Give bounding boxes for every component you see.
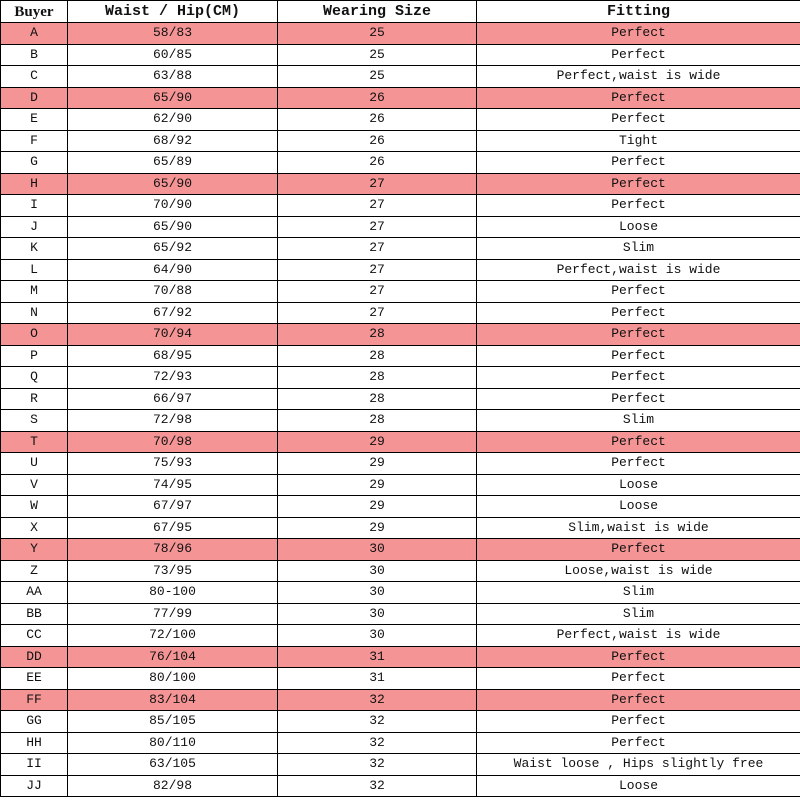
cell-buyer: K	[1, 238, 68, 260]
table-row	[1, 668, 800, 690]
table-row	[1, 66, 800, 88]
cell-fitting: Perfect	[477, 173, 800, 195]
table-row	[1, 689, 800, 711]
table-row	[1, 130, 800, 152]
cell-wearing-size: 29	[278, 517, 477, 539]
cell-wearing-size: 30	[278, 582, 477, 604]
cell-waist-hip: 67/92	[68, 302, 278, 324]
cell-buyer: J	[1, 216, 68, 238]
cell-fitting: Slim	[477, 603, 800, 625]
cell-fitting: Perfect,waist is wide	[477, 625, 800, 647]
cell-waist-hip: 65/90	[68, 173, 278, 195]
cell-waist-hip: 75/93	[68, 453, 278, 475]
cell-buyer: II	[1, 754, 68, 776]
cell-buyer: M	[1, 281, 68, 303]
cell-waist-hip: 78/96	[68, 539, 278, 561]
table-row	[1, 539, 800, 561]
cell-buyer: CC	[1, 625, 68, 647]
cell-fitting: Perfect	[477, 732, 800, 754]
cell-waist-hip: 62/90	[68, 109, 278, 131]
cell-wearing-size: 27	[278, 302, 477, 324]
cell-wearing-size: 27	[278, 195, 477, 217]
cell-buyer: L	[1, 259, 68, 281]
cell-buyer: F	[1, 130, 68, 152]
table-row	[1, 152, 800, 174]
cell-fitting: Perfect	[477, 345, 800, 367]
cell-waist-hip: 70/98	[68, 431, 278, 453]
cell-fitting: Perfect	[477, 23, 800, 45]
cell-waist-hip: 65/90	[68, 216, 278, 238]
cell-fitting: Perfect	[477, 689, 800, 711]
cell-wearing-size: 30	[278, 625, 477, 647]
table-row	[1, 87, 800, 109]
cell-wearing-size: 25	[278, 44, 477, 66]
cell-wearing-size: 28	[278, 324, 477, 346]
cell-waist-hip: 70/90	[68, 195, 278, 217]
cell-waist-hip: 63/105	[68, 754, 278, 776]
table-row	[1, 732, 800, 754]
cell-wearing-size: 29	[278, 496, 477, 518]
table-row	[1, 259, 800, 281]
table-row	[1, 281, 800, 303]
cell-waist-hip: 85/105	[68, 711, 278, 733]
cell-fitting: Perfect	[477, 152, 800, 174]
cell-fitting: Loose	[477, 216, 800, 238]
cell-wearing-size: 30	[278, 603, 477, 625]
cell-waist-hip: 60/85	[68, 44, 278, 66]
cell-buyer: GG	[1, 711, 68, 733]
cell-wearing-size: 28	[278, 345, 477, 367]
cell-waist-hip: 80-100	[68, 582, 278, 604]
cell-waist-hip: 73/95	[68, 560, 278, 582]
cell-waist-hip: 72/98	[68, 410, 278, 432]
cell-buyer: D	[1, 87, 68, 109]
table-row	[1, 23, 800, 45]
cell-fitting: Slim	[477, 238, 800, 260]
cell-wearing-size: 27	[278, 238, 477, 260]
cell-fitting: Perfect	[477, 195, 800, 217]
cell-fitting: Perfect	[477, 388, 800, 410]
cell-waist-hip: 66/97	[68, 388, 278, 410]
cell-wearing-size: 29	[278, 474, 477, 496]
table-row	[1, 775, 800, 797]
cell-buyer: G	[1, 152, 68, 174]
cell-waist-hip: 72/93	[68, 367, 278, 389]
cell-buyer: U	[1, 453, 68, 475]
cell-buyer: C	[1, 66, 68, 88]
cell-fitting: Slim	[477, 410, 800, 432]
cell-wearing-size: 25	[278, 23, 477, 45]
cell-waist-hip: 77/99	[68, 603, 278, 625]
cell-fitting: Perfect	[477, 44, 800, 66]
cell-fitting: Perfect,waist is wide	[477, 66, 800, 88]
cell-waist-hip: 67/95	[68, 517, 278, 539]
cell-wearing-size: 32	[278, 711, 477, 733]
cell-waist-hip: 68/95	[68, 345, 278, 367]
cell-buyer: Z	[1, 560, 68, 582]
cell-fitting: Tight	[477, 130, 800, 152]
cell-wearing-size: 32	[278, 689, 477, 711]
table-row	[1, 754, 800, 776]
cell-buyer: W	[1, 496, 68, 518]
cell-wearing-size: 30	[278, 560, 477, 582]
cell-fitting: Perfect	[477, 668, 800, 690]
cell-fitting: Perfect,waist is wide	[477, 259, 800, 281]
header-wearing-size: Wearing Size	[278, 1, 477, 23]
cell-buyer: JJ	[1, 775, 68, 797]
cell-wearing-size: 28	[278, 367, 477, 389]
table-row	[1, 302, 800, 324]
cell-wearing-size: 26	[278, 152, 477, 174]
cell-buyer: HH	[1, 732, 68, 754]
cell-wearing-size: 32	[278, 732, 477, 754]
cell-buyer: P	[1, 345, 68, 367]
cell-fitting: Perfect	[477, 109, 800, 131]
cell-buyer: Q	[1, 367, 68, 389]
cell-wearing-size: 29	[278, 431, 477, 453]
cell-fitting: Waist loose , Hips slightly free	[477, 754, 800, 776]
cell-buyer: Y	[1, 539, 68, 561]
cell-wearing-size: 27	[278, 259, 477, 281]
cell-waist-hip: 74/95	[68, 474, 278, 496]
cell-buyer: E	[1, 109, 68, 131]
table-row	[1, 238, 800, 260]
cell-wearing-size: 30	[278, 539, 477, 561]
cell-waist-hip: 65/92	[68, 238, 278, 260]
cell-wearing-size: 31	[278, 646, 477, 668]
cell-fitting: Loose	[477, 496, 800, 518]
table-row	[1, 410, 800, 432]
cell-wearing-size: 32	[278, 775, 477, 797]
table-row	[1, 216, 800, 238]
cell-buyer: S	[1, 410, 68, 432]
table-row	[1, 195, 800, 217]
cell-buyer: T	[1, 431, 68, 453]
cell-fitting: Perfect	[477, 453, 800, 475]
cell-buyer: FF	[1, 689, 68, 711]
cell-fitting: Loose	[477, 474, 800, 496]
cell-buyer: V	[1, 474, 68, 496]
table-row	[1, 431, 800, 453]
cell-buyer: A	[1, 23, 68, 45]
cell-buyer: O	[1, 324, 68, 346]
cell-wearing-size: 26	[278, 130, 477, 152]
header-waist-hip: Waist / Hip(CM)	[68, 1, 278, 23]
cell-fitting: Perfect	[477, 302, 800, 324]
cell-waist-hip: 70/94	[68, 324, 278, 346]
cell-buyer: AA	[1, 582, 68, 604]
cell-waist-hip: 58/83	[68, 23, 278, 45]
cell-fitting: Perfect	[477, 324, 800, 346]
cell-wearing-size: 32	[278, 754, 477, 776]
cell-fitting: Perfect	[477, 539, 800, 561]
table-row	[1, 109, 800, 131]
cell-buyer: R	[1, 388, 68, 410]
table-row	[1, 453, 800, 475]
header-buyer: Buyer	[1, 1, 68, 23]
header-fitting: Fitting	[477, 1, 800, 23]
cell-waist-hip: 64/90	[68, 259, 278, 281]
cell-buyer: B	[1, 44, 68, 66]
cell-buyer: H	[1, 173, 68, 195]
cell-fitting: Slim,waist is wide	[477, 517, 800, 539]
table-row	[1, 560, 800, 582]
table-row	[1, 388, 800, 410]
cell-wearing-size: 26	[278, 109, 477, 131]
cell-buyer: DD	[1, 646, 68, 668]
table-row	[1, 345, 800, 367]
cell-buyer: I	[1, 195, 68, 217]
cell-waist-hip: 72/100	[68, 625, 278, 647]
cell-fitting: Perfect	[477, 281, 800, 303]
cell-waist-hip: 65/89	[68, 152, 278, 174]
table-row	[1, 603, 800, 625]
table-row	[1, 646, 800, 668]
cell-buyer: X	[1, 517, 68, 539]
cell-fitting: Perfect	[477, 87, 800, 109]
table-row	[1, 711, 800, 733]
cell-fitting: Perfect	[477, 431, 800, 453]
cell-wearing-size: 26	[278, 87, 477, 109]
table-header	[1, 1, 800, 23]
cell-waist-hip: 67/97	[68, 496, 278, 518]
table-row	[1, 367, 800, 389]
cell-wearing-size: 27	[278, 281, 477, 303]
cell-wearing-size: 27	[278, 173, 477, 195]
cell-waist-hip: 63/88	[68, 66, 278, 88]
table-row	[1, 474, 800, 496]
table-row	[1, 324, 800, 346]
table-body	[1, 23, 800, 797]
cell-buyer: N	[1, 302, 68, 324]
table-row	[1, 44, 800, 66]
cell-waist-hip: 76/104	[68, 646, 278, 668]
table-row	[1, 173, 800, 195]
table-row	[1, 517, 800, 539]
cell-wearing-size: 25	[278, 66, 477, 88]
cell-wearing-size: 27	[278, 216, 477, 238]
table-row	[1, 582, 800, 604]
cell-fitting: Perfect	[477, 646, 800, 668]
cell-wearing-size: 28	[278, 388, 477, 410]
cell-fitting: Loose	[477, 775, 800, 797]
cell-fitting: Slim	[477, 582, 800, 604]
cell-waist-hip: 80/100	[68, 668, 278, 690]
cell-waist-hip: 83/104	[68, 689, 278, 711]
cell-wearing-size: 28	[278, 410, 477, 432]
cell-waist-hip: 80/110	[68, 732, 278, 754]
cell-waist-hip: 65/90	[68, 87, 278, 109]
cell-fitting: Perfect	[477, 367, 800, 389]
cell-wearing-size: 29	[278, 453, 477, 475]
cell-waist-hip: 82/98	[68, 775, 278, 797]
table-row	[1, 496, 800, 518]
table-row	[1, 625, 800, 647]
cell-wearing-size: 31	[278, 668, 477, 690]
cell-buyer: BB	[1, 603, 68, 625]
cell-waist-hip: 68/92	[68, 130, 278, 152]
cell-buyer: EE	[1, 668, 68, 690]
header-row	[1, 1, 800, 23]
cell-waist-hip: 70/88	[68, 281, 278, 303]
cell-fitting: Perfect	[477, 711, 800, 733]
cell-fitting: Loose,waist is wide	[477, 560, 800, 582]
